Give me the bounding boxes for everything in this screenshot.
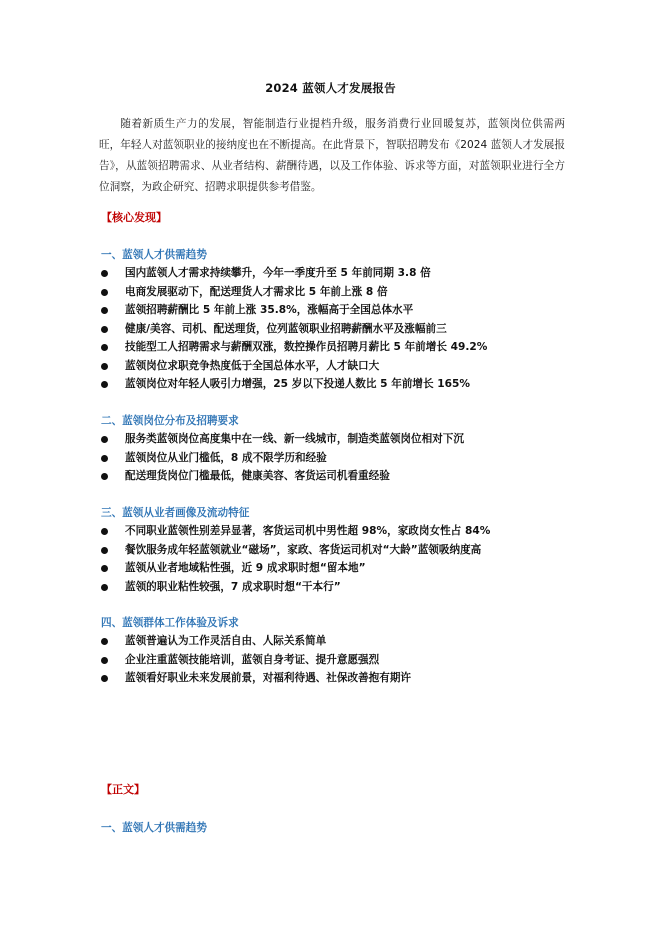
section-3-list — [0, 522, 661, 596]
body-section-heading: 一、蓝领人才供需趋势 — [101, 822, 207, 834]
bullet-icon — [101, 270, 108, 277]
list-item — [0, 541, 661, 560]
list-item — [0, 449, 661, 468]
bullet-icon — [101, 326, 108, 333]
bullet-icon — [101, 675, 108, 682]
list-item-text: 蓝领岗位求职竞争热度低于全国总体水平，人才缺口大 — [125, 359, 380, 372]
body-label: 【正文】 — [101, 783, 145, 796]
list-item — [0, 559, 661, 578]
list-item-text: 蓝领普遍认为工作灵活自由、人际关系简单 — [125, 635, 327, 647]
list-item-text: 企业注重蓝领技能培训，蓝领自身考证、提升意愿强烈 — [125, 653, 380, 666]
section-heading-experience: 四、蓝领群体工作体验及诉求 — [101, 617, 239, 629]
bullet-icon — [101, 307, 108, 314]
bullet-icon — [101, 289, 108, 296]
list-item-text: 技能型工人招聘需求与薪酬双涨，数控操作员招聘月薪比 5 年前增长 49.2% — [125, 341, 488, 353]
list-item-text: 配送理货岗位门槛最低，健康美容、客货运司机看重经验 — [125, 470, 390, 482]
section-2-list — [0, 430, 661, 486]
bullet-icon — [101, 473, 108, 480]
section-heading-profile: 三、蓝领从业者画像及流动特征 — [101, 507, 250, 519]
list-item — [0, 669, 661, 688]
list-item — [0, 578, 661, 597]
list-item-text: 健康/美容、司机、配送理货，位列蓝领职业招聘薪酬水平及涨幅前三 — [125, 322, 447, 335]
bullet-icon — [101, 455, 108, 462]
list-item-text: 蓝领岗位从业门槛低，8 成不限学历和经验 — [125, 451, 327, 464]
list-item-text: 蓝领招聘薪酬比 5 年前上涨 35.8%，涨幅高于全国总体水平 — [125, 304, 414, 316]
list-item-text: 服务类蓝领岗位高度集中在一线、新一线城市，制造类蓝领岗位相对下沉 — [125, 433, 464, 445]
bullet-icon — [101, 657, 108, 664]
list-item — [0, 467, 661, 486]
list-item-text: 蓝领的职业粘性较强，7 成求职时想“干本行” — [125, 580, 341, 593]
section-heading-supply-demand: 一、蓝领人才供需趋势 — [101, 249, 207, 261]
list-item — [0, 651, 661, 670]
bullet-icon — [101, 528, 108, 535]
list-item-text: 餐饮服务成年轻蓝领就业“磁场”，家政、客货运司机对“大龄”蓝领吸纳度高 — [125, 543, 482, 556]
bullet-icon — [101, 436, 108, 443]
bullet-icon — [101, 638, 108, 645]
list-item-text: 不同职业蓝领性别差异显著，客货运司机中男性超 98%，家政岗女性占 84% — [125, 525, 491, 537]
list-item — [0, 357, 661, 376]
list-item — [0, 301, 661, 320]
section-heading-distribution: 二、蓝领岗位分布及招聘要求 — [101, 415, 239, 427]
list-item-text: 蓝领看好职业未来发展前景，对福利待遇、社保改善抱有期许 — [125, 672, 412, 684]
list-item — [0, 522, 661, 541]
list-item — [0, 283, 661, 302]
list-item-text: 国内蓝领人才需求持续攀升，今年一季度升至 5 年前同期 3.8 倍 — [125, 267, 431, 279]
bullet-icon — [101, 565, 108, 572]
document-title: 2024 蓝领人才发展报告 — [265, 81, 396, 95]
list-item — [0, 430, 661, 449]
intro-paragraph: 随着新质生产力的发展，智能制造行业提档升级，服务消费行业回暖复苏，蓝领岗位供需两旺，年轻人对蓝领职业的接纳度也在不断提高。在此背景下，智联招聘发布《2024 蓝领人才发展报告》，从蓝领招聘需求、从业者结构、薪酬待遇，以及工作体验、诉求等方面，对蓝领职业进行全方位洞察，为政企研究、招聘求职提供参考借鉴。 — [99, 118, 565, 193]
section-1-list — [0, 264, 661, 394]
section-4-list — [0, 632, 661, 688]
core-findings-label: 【核心发现】 — [101, 211, 167, 224]
list-item — [0, 264, 661, 283]
list-item-text: 蓝领岗位对年轻人吸引力增强，25 岁以下投递人数比 5 年前增长 165% — [125, 378, 471, 390]
list-item — [0, 632, 661, 651]
list-item — [0, 338, 661, 357]
bullet-icon — [101, 344, 108, 351]
list-item — [0, 375, 661, 394]
bullet-icon — [101, 584, 108, 591]
list-item-text: 电商发展驱动下，配送理货人才需求比 5 年前上涨 8 倍 — [125, 285, 388, 298]
bullet-icon — [101, 363, 108, 370]
list-item-text: 蓝领从业者地域粘性强，近 9 成求职时想“留本地” — [125, 562, 366, 574]
bullet-icon — [101, 547, 108, 554]
bullet-icon — [101, 381, 108, 388]
list-item — [0, 320, 661, 339]
